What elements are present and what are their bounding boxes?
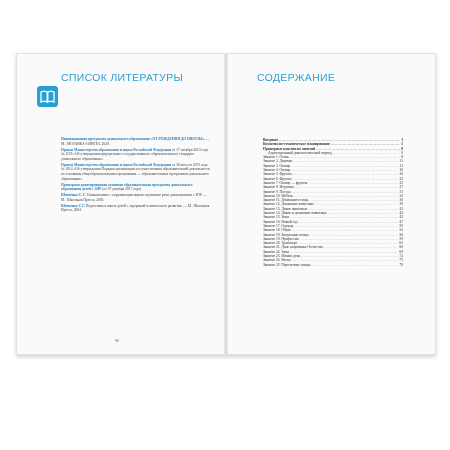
toc-entry-title: Занятие 20. Транспорт bbox=[263, 241, 298, 246]
reference-highlight: Шевченко С.Г. bbox=[61, 203, 86, 208]
toc-entry-page: 23 bbox=[399, 176, 403, 181]
toc-entry-page: 20 bbox=[399, 172, 403, 177]
reference-text: — М.: МОЗАИКА-СИНТЕЗ, 2020. bbox=[61, 137, 210, 146]
page-heading-references: СПИСОК ЛИТЕРАТУРЫ bbox=[61, 72, 184, 84]
toc-entry-page: 8 bbox=[401, 150, 403, 155]
toc-entry-page: 11 bbox=[399, 159, 403, 164]
reference-text: Подготовка к школе детей с задержкой психического развития. — М.: Школьная Пресса, 2004. bbox=[61, 203, 210, 213]
book-icon bbox=[37, 86, 58, 107]
reference-item bbox=[61, 183, 211, 192]
toc-entry-title: Занятие 17. Одежда bbox=[263, 223, 294, 228]
toc-entry-title: Занятие 9. Посуда bbox=[263, 189, 291, 194]
toc-entry-title: Занятие 13. Дикие животные bbox=[263, 206, 308, 211]
reference-highlight: Примерная адаптированная основная образовательная программа дошкольного образования детей с ЗПР bbox=[61, 182, 193, 192]
toc-entry-title: Занятие 23. Мамин день bbox=[263, 254, 301, 259]
toc-entry-page: 63 bbox=[399, 241, 403, 246]
reference-highlight: Шевченко С. Г. bbox=[61, 193, 86, 198]
page-heading-contents: СОДЕРЖАНИЕ bbox=[257, 72, 336, 84]
reference-item bbox=[61, 137, 211, 146]
toc-entry-title: Занятие 25. Перелетные птицы bbox=[263, 262, 311, 267]
toc-entry-page: 8 bbox=[401, 155, 403, 160]
toc-leader-dots bbox=[311, 263, 398, 267]
toc-entry-title: Адаптационный диагностический период bbox=[268, 150, 332, 155]
toc-entry-page: 36 bbox=[399, 198, 403, 203]
toc-entry-page: 41 bbox=[399, 206, 403, 211]
toc-entry-page: 13 bbox=[399, 163, 403, 168]
toc-entry-title: Занятие 19. Профессии bbox=[263, 236, 299, 241]
toc-entry-title: Занятие 16. Новый год bbox=[263, 219, 298, 224]
toc-entry-title: Занятие 2. Деревья bbox=[263, 159, 293, 164]
toc-entry-title: Занятие 8. Игрушки bbox=[263, 185, 294, 190]
toc-entry-title: Комплексно-тематическое планирование bbox=[263, 142, 331, 147]
toc-entry-page: 5 bbox=[401, 142, 403, 147]
toc-entry-title: Занятие 4. Овощи bbox=[263, 168, 291, 173]
toc-entry-title: Занятие 24. Весна bbox=[263, 258, 291, 263]
toc-entry-title: Занятие 11. Домашние птицы bbox=[263, 198, 309, 203]
reference-text: от 17 октября 2013 года № 1155 «Об утверждении федерального государственного образовательного стандарта дошкольного образования». bbox=[61, 147, 209, 161]
toc-entry-page: 44 bbox=[399, 211, 403, 216]
book-spread bbox=[16, 53, 436, 355]
toc-entry-page: 59 bbox=[399, 236, 403, 241]
right-page bbox=[227, 54, 435, 354]
reference-item bbox=[61, 148, 211, 162]
toc-entry-title: Введение bbox=[263, 138, 279, 142]
reference-highlight: Приказ Министерства образования и науки Российской Федерации bbox=[61, 147, 171, 152]
reference-text: Ознакомление с окружающим миром и развитие речи дошкольников с ЗПР. — М.: Школьная Пресса, 2005. bbox=[61, 193, 207, 202]
toc-entry-title: Занятие 21. День защитника Отечества bbox=[263, 245, 323, 250]
toc-entry-title: Занятие 15. Зима bbox=[263, 215, 289, 220]
toc-entry-page: 3 bbox=[401, 138, 403, 142]
toc-entry-title: Занятие 18. Обувь bbox=[263, 228, 291, 233]
toc-entry-title: Занятие 10. Мебель bbox=[263, 193, 293, 198]
toc-entry-page: 31 bbox=[399, 189, 403, 194]
toc-entry-title: Занятие 22. Зима bbox=[263, 249, 289, 254]
toc-entry-page: 47 bbox=[399, 219, 403, 224]
left-page bbox=[17, 54, 225, 354]
toc-entry-page: 45 bbox=[399, 215, 403, 220]
toc-entry-title: Занятие 19. Зимующие птицы bbox=[263, 232, 309, 237]
page-number: 96 bbox=[115, 338, 119, 343]
toc-entry bbox=[263, 263, 403, 267]
toc-entry-page: 25 bbox=[399, 180, 403, 185]
reference-item bbox=[61, 163, 211, 181]
toc-entry-page: 8 bbox=[401, 146, 403, 151]
reference-item bbox=[61, 193, 211, 202]
table-of-contents bbox=[263, 138, 403, 267]
toc-entry-page: 27 bbox=[399, 185, 403, 190]
toc-entry-page: 75 bbox=[399, 258, 403, 263]
toc-entry-page: 39 bbox=[399, 202, 403, 207]
toc-entry-title: Занятие 7. Овощи — фрукты bbox=[263, 180, 308, 185]
toc-entry-title: Занятие 3. Овощи bbox=[263, 163, 291, 168]
reference-text: (от 07 декабря 2017 года). bbox=[101, 187, 142, 192]
toc-entry-title: Занятие 12. Домашние животные bbox=[263, 202, 314, 207]
toc-entry-page: 69 bbox=[399, 249, 403, 254]
reference-highlight: Приказ Министерства образования и науки Российской Федерации bbox=[61, 162, 171, 167]
reference-highlight: Инновационная программа дошкольного образования «ОТ РОЖДЕНИЯ ДО ШКОЛЫ». bbox=[61, 137, 206, 141]
toc-entry-page: 16 bbox=[399, 168, 403, 173]
toc-entry-page: 79 bbox=[399, 262, 403, 267]
toc-entry-title: Занятие 14. Дикие и домашние животные bbox=[263, 211, 327, 216]
toc-entry-page: 50 bbox=[399, 223, 403, 228]
toc-entry-title: Занятие 1. Осень bbox=[263, 155, 289, 160]
reference-text: от 30 августа 2013 года № 1014 «Об утверждении Порядка организации и осуществления образовательной деятельности по основным общеобразовательным программам — образовательным программам дошкольного образования». bbox=[61, 162, 210, 181]
toc-entry-title: Занятие 6. Фрукты bbox=[263, 176, 292, 181]
toc-entry-page: 56 bbox=[399, 232, 403, 237]
toc-entry-page: 72 bbox=[399, 254, 403, 259]
reference-item bbox=[61, 204, 211, 213]
toc-entry-page: 54 bbox=[399, 228, 403, 233]
toc-entry-title: Занятие 5. Фрукты bbox=[263, 172, 292, 177]
toc-entry-page: 66 bbox=[399, 245, 403, 250]
toc-entry-title: Примерные конспекты занятий bbox=[263, 146, 316, 151]
toc-entry-page: 34 bbox=[399, 193, 403, 198]
reference-list bbox=[61, 137, 211, 214]
